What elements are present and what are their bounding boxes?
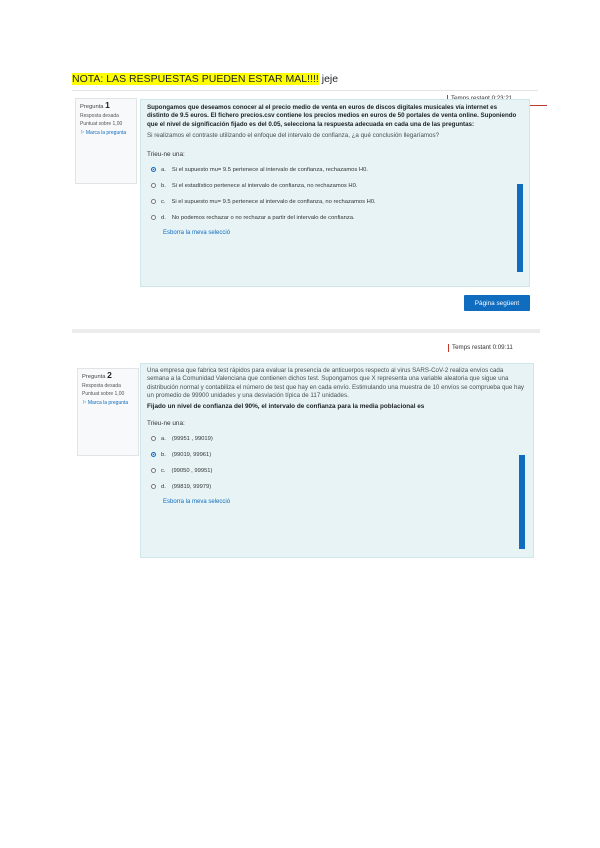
score-q1: Puntuat sobre 1,00 [80,121,123,128]
question-text-q2: Una empresa que fabrica test rápidos para evaluar la presencia de anticuerpos respecto al virus SARS-CoV-2 realiza envíos cada semana a la Comunidad Valenciana que contienen dichos test. Supongamos que X representa una variable aleatoria que sigue una distribución normal y contabiliza el número de test que hay en cada envío. Estimulando una muestra de 10 envíos se comprueba que hay un promedio de 99900 unidades y una desviación típica de 117 unidades. [147,367,524,400]
flag-question-q2[interactable] [82,400,134,406]
radio-icon[interactable] [151,484,156,489]
option-q2-d[interactable] [151,479,533,495]
question-word: Pregunta [80,104,104,110]
option-q1-a[interactable] [151,162,529,178]
question-number: 1 [105,100,110,110]
next-page-button[interactable]: Pàgina següent [464,295,530,311]
clear-selection-q1[interactable]: Esborra la meva selecció [163,229,231,236]
option-letter: b. [161,451,166,458]
option-letter: b. [161,182,166,189]
clear-selection-q2[interactable]: Esborra la meva selecció [163,498,231,505]
question-intro-q1: Supongamos que deseamos conocer al el precio medio de venta en euros de discos digitales musicales vía internet es distinto de 9.5 euros. El fichero precios.csv contiene los precios medios en euros de 50 portales de venta online. Suponiendo que el nivel de significación fijado es del 0.05, selecciona la respuesta adecuada en cada una de las preguntas: [147,104,517,128]
quiz-screenshot-1 [72,90,538,317]
option-letter: a. [161,166,166,173]
option-q1-b[interactable] [151,178,529,194]
option-letter: c. [161,198,166,205]
scrollbar-q1[interactable] [517,184,523,272]
option-text: Si el supuesto mu= 9.5 pertenece al intervalo de confianza, no rechazamos H0. [171,198,376,205]
question-number: 2 [107,370,112,380]
question-strong-q2: Fijado un nivel de confianza del 90%, el intervalo de confianza para la media poblacional es [147,402,425,410]
question-content-q2 [140,363,534,558]
option-text: (99019, 99961) [171,451,212,458]
option-text: (99050 , 99951) [171,467,213,474]
radio-selected-icon[interactable] [151,452,156,457]
score-q2: Puntuat sobre 1,00 [82,391,125,398]
flag-icon: ⚐ [80,130,85,137]
option-letter: c. [161,467,166,474]
option-letter: d. [161,483,166,490]
flag-icon: ⚐ [82,400,87,407]
radio-icon[interactable] [151,468,156,473]
option-text: Si el supuesto mu= 9.5 pertenece al intervalo de confianza, rechazamos H0. [171,166,368,173]
answer-status-q2: Resposta desada [82,383,121,389]
option-text: (99951 , 99019) [171,435,213,442]
option-q2-b[interactable] [151,447,533,463]
note-suffix: jeje [318,73,339,85]
option-q2-c[interactable] [151,463,533,479]
question-info-q2 [77,368,139,456]
option-text: (99819, 99979) [171,483,212,490]
answer-status-q1: Resposta desada [80,113,119,119]
note-highlight: NOTA: LAS RESPUESTAS PUEDEN ESTAR MAL!!!! [72,73,319,85]
option-letter: a. [161,435,166,442]
question-label-q2 [82,372,134,381]
note-text [72,73,338,86]
question-word: Pregunta [82,374,106,380]
radio-icon[interactable] [151,436,156,441]
option-q1-d[interactable] [151,210,529,226]
radio-selected-icon[interactable] [151,167,156,172]
question-content-q1 [140,99,530,287]
flag-question-q1[interactable] [80,130,132,136]
question-label-q1 [80,102,132,111]
flag-label: Marca la pregunta [87,400,129,407]
option-q2-a[interactable] [151,431,533,447]
option-letter: d. [161,214,166,221]
choose-label-q1: Trieu-ne una: [147,150,185,158]
scrollbar-q2[interactable] [519,455,525,549]
radio-icon[interactable] [151,199,156,204]
radio-icon[interactable] [151,215,156,220]
question-text-q1: Si realizamos el contraste utilizando el enfoque del intervalo de confianza, ¿a qué conclusión llegaríamos? [147,132,440,140]
quiz-screenshot-2 [72,329,540,558]
timer-q2: Temps restant 0:09:11 [448,344,513,352]
choose-label-q2: Trieu-ne una: [147,419,185,427]
question-info-q1 [75,98,137,184]
option-q1-c[interactable] [151,194,529,210]
radio-icon[interactable] [151,183,156,188]
option-text: Si el estadístico pertenece al intervalo de confianza, no rechazamos H0. [171,182,358,189]
flag-label: Marca la pregunta [85,130,127,137]
option-text: No podemos rechazar o no rechazar a partir del intervalo de confianza. [171,214,355,221]
